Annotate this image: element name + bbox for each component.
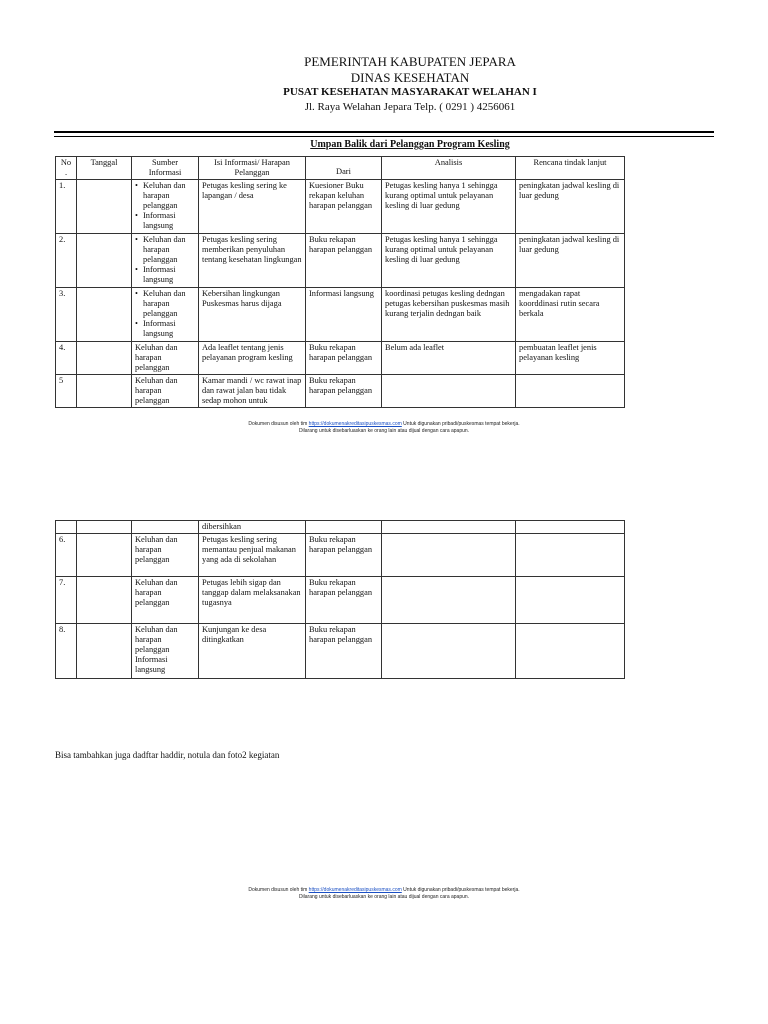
cell-sumber (132, 180, 199, 234)
header-sumber: Sumber Informasi (132, 157, 199, 180)
header-isi: Isi Informasi/ Harapan Pelanggan (199, 157, 306, 180)
header-no: No . (56, 157, 77, 180)
table-row (56, 234, 625, 288)
sumber-list-item: • Informasi langsung (135, 319, 195, 339)
cell-dari: Informasi langsung (306, 288, 382, 342)
letterhead-address: Jl. Raya Welahan Jepara Telp. ( 0291 ) 4256061 (304, 101, 516, 113)
cell-dari: Buku rekapan harapan pelanggan (306, 624, 382, 679)
cell-rencana (516, 624, 625, 679)
sumber-list-item: • Keluhan dan harapan pelanggan (135, 289, 195, 319)
cell-rencana: peningkatan jadwal kesling di luar gedung (516, 234, 625, 288)
page-footer-notice (0, 887, 768, 901)
cell-tanggal (77, 577, 132, 624)
cell-isi: Petugas kesling sering memantau penjual makanan yang ada di sekolahan (199, 534, 306, 577)
cell-rencana (516, 534, 625, 577)
cell-no (56, 521, 77, 534)
footer-link[interactable]: https://dokumenakreditasipuskesmas.com (308, 887, 402, 893)
footer-link[interactable]: https://dokumenakreditasipuskesmas.com (308, 421, 402, 427)
footer-prefix: Dokumen disusun oleh tim (248, 421, 308, 427)
cell-tanggal (77, 521, 132, 534)
cell-sumber: Keluhan dan harapan pelanggan (132, 577, 199, 624)
footer-suffix: Untuk digunakan pribadi/puskesmas tempat bekerja. (403, 421, 520, 427)
table-row (56, 577, 625, 624)
letterhead-institution: PUSAT KESEHATAN MASYARAKAT WELAHAN I (283, 86, 537, 98)
letterhead-government: PEMERINTAH KABUPATEN JEPARA (304, 54, 516, 69)
cell-sumber: Keluhan dan harapan pelanggan Informasi langsung (132, 624, 199, 679)
cell-rencana: mengadakan rapat koorddinasi rutin secara berkala (516, 288, 625, 342)
header-tanggal: Tanggal (77, 157, 132, 180)
letterhead-divider-thin (54, 136, 714, 137)
cell-no: 3. (56, 288, 77, 342)
header-analisis: Analisis (382, 157, 516, 180)
table-row-continuation (56, 521, 625, 534)
cell-sumber (132, 288, 199, 342)
cell-isi: Kebersihan lingkungan Puskesmas harus dijaga (199, 288, 306, 342)
header-rencana: Rencana tindak lanjut (516, 157, 625, 180)
cell-no: 5 (56, 375, 77, 408)
cell-dari: Buku rekapan harapan pelanggan (306, 577, 382, 624)
footer-line-1 (0, 887, 768, 894)
table-header-row (56, 157, 625, 180)
footer-line-2: Dilarang untuk disebarluaskan ke orang lain atau dijual dengan cara apapun. (298, 428, 470, 434)
cell-analisis (382, 624, 516, 679)
cell-analisis (382, 375, 516, 408)
cell-analisis: Petugas kesling hanya 1 sehingga kurang optimal untuk pelayanan kesling di luar gedung (382, 234, 516, 288)
table-row (56, 180, 625, 234)
table-row (56, 375, 625, 408)
cell-tanggal (77, 534, 132, 577)
cell-dari (306, 521, 382, 534)
cell-isi: Petugas lebih sigap dan tanggap dalam melaksanakan tugasnya (199, 577, 306, 624)
cell-rencana: pembuatan leaflet jenis pelayanan kesling (516, 342, 625, 375)
cell-rencana (516, 375, 625, 408)
cell-analisis (382, 521, 516, 534)
footer-prefix: Dokumen disusun oleh tim (248, 887, 308, 893)
cell-analisis: koordinasi petugas kesling dedngan petugas kebersihan puskesmas masih kurang terjalin dedngan baik (382, 288, 516, 342)
table-row (56, 534, 625, 577)
cell-isi: dibersihkan (199, 521, 306, 534)
cell-tanggal (77, 288, 132, 342)
feedback-table (55, 156, 625, 408)
letterhead-divider-thick (54, 131, 714, 133)
cell-no: 2. (56, 234, 77, 288)
cell-isi: Ada leaflet tentang jenis pelayanan program kesling (199, 342, 306, 375)
cell-sumber (132, 234, 199, 288)
header-dari: Dari (306, 157, 382, 180)
cell-analisis: Petugas kesling hanya 1 sehingga kurang optimal untuk pelayanan kesling di luar gedung (382, 180, 516, 234)
cell-no: 7. (56, 577, 77, 624)
cell-no: 6. (56, 534, 77, 577)
cell-rencana (516, 521, 625, 534)
page-footer-notice (0, 421, 768, 435)
table-row (56, 288, 625, 342)
cell-sumber (132, 521, 199, 534)
cell-rencana (516, 577, 625, 624)
cell-analisis: Belum ada leaflet (382, 342, 516, 375)
cell-dari: Buku rekapan harapan pelanggan (306, 342, 382, 375)
cell-analisis (382, 534, 516, 577)
additional-note: Bisa tambahkan juga dadftar haddir, notula dan foto2 kegiatan (55, 750, 280, 760)
cell-sumber: Keluhan dan harapan pelanggan (132, 375, 199, 408)
cell-rencana: peningkatan jadwal kesling di luar gedung (516, 180, 625, 234)
cell-no: 4. (56, 342, 77, 375)
cell-tanggal (77, 180, 132, 234)
cell-tanggal (77, 342, 132, 375)
cell-analisis (382, 577, 516, 624)
table-row (56, 624, 625, 679)
cell-sumber: Keluhan dan harapan pelanggan (132, 342, 199, 375)
feedback-table-continued (55, 520, 625, 679)
sumber-list-item: • Keluhan dan harapan pelanggan (135, 235, 195, 265)
cell-dari: Kuesioner Buku rekapan keluhan harapan pelanggan (306, 180, 382, 234)
footer-line-1 (0, 421, 768, 428)
cell-isi: Kunjungan ke desa ditingkatkan (199, 624, 306, 679)
cell-no: 8. (56, 624, 77, 679)
cell-tanggal (77, 375, 132, 408)
document-title: Umpan Balik dari Pelanggan Program Kesling (310, 139, 510, 150)
sumber-list-item: • Informasi langsung (135, 265, 195, 285)
cell-isi: Kamar mandi / wc rawat inap dan rawat jalan bau tidak sedap mohon untuk (199, 375, 306, 408)
cell-isi: Petugas kesling sering memberikan penyuluhan tentang kesehatan lingkungan (199, 234, 306, 288)
cell-dari: Buku rekapan harapan pelanggan (306, 375, 382, 408)
table-row (56, 342, 625, 375)
cell-tanggal (77, 234, 132, 288)
cell-dari: Buku rekapan harapan pelanggan (306, 534, 382, 577)
letterhead-department: DINAS KESEHATAN (350, 70, 470, 85)
sumber-list-item: • Keluhan dan harapan pelanggan (135, 181, 195, 211)
cell-no: 1. (56, 180, 77, 234)
cell-tanggal (77, 624, 132, 679)
footer-suffix: Untuk digunakan pribadi/puskesmas tempat bekerja. (403, 887, 520, 893)
cell-dari: Buku rekapan harapan pelanggan (306, 234, 382, 288)
cell-sumber: Keluhan dan harapan pelanggan (132, 534, 199, 577)
footer-line-2: Dilarang untuk disebarluaskan ke orang lain atau dijual dengan cara apapun. (298, 894, 470, 900)
sumber-list-item: • Informasi langsung (135, 211, 195, 231)
cell-isi: Petugas kesling sering ke lapangan / desa (199, 180, 306, 234)
